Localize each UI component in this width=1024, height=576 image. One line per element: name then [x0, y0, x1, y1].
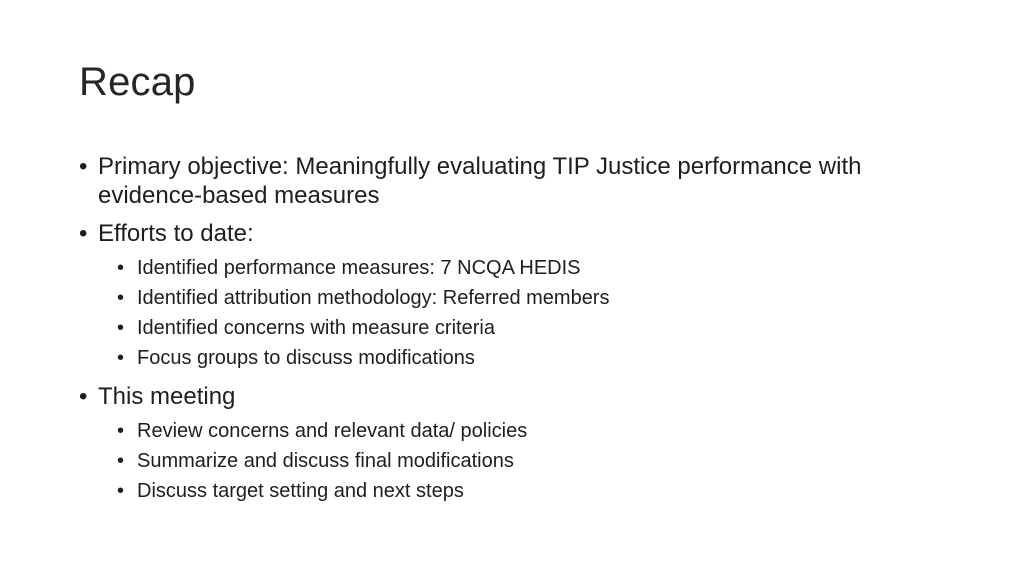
bullet-dot-icon: • [117, 480, 125, 502]
sub-bullet-text: Identified performance measures: 7 NCQA HEDIS [137, 257, 581, 279]
bullet-item [79, 382, 959, 506]
bullet-dot-icon: • [117, 347, 125, 369]
sub-bullet-list [98, 416, 959, 506]
bullet-text: Primary objective: Meaningfully evaluating TIP Justice performance with evidence-based measures [98, 153, 862, 209]
bullet-list [79, 152, 959, 515]
bullet-text: This meeting [98, 383, 236, 410]
sub-bullet-item [98, 253, 959, 283]
sub-bullet-text: Review concerns and relevant data/ policies [137, 420, 528, 442]
bullet-dot-icon: • [117, 317, 125, 339]
bullet-dot-icon: • [117, 287, 125, 309]
bullet-dot-icon: • [117, 450, 125, 472]
bullet-dot-icon: • [79, 383, 88, 410]
slide-title: Recap [79, 60, 196, 104]
sub-bullet-item [98, 446, 959, 476]
sub-bullet-text: Focus groups to discuss modifications [137, 347, 475, 369]
sub-bullet-item [98, 416, 959, 446]
sub-bullet-item [98, 283, 959, 313]
bullet-text: Efforts to date: [98, 220, 254, 247]
bullet-dot-icon: • [79, 153, 88, 180]
sub-bullet-text: Discuss target setting and next steps [137, 480, 464, 502]
sub-bullet-item [98, 313, 959, 343]
sub-bullet-text: Identified concerns with measure criteria [137, 317, 495, 339]
sub-bullet-item [98, 343, 959, 373]
sub-bullet-list [98, 253, 959, 373]
bullet-dot-icon: • [79, 220, 88, 247]
sub-bullet-text: Summarize and discuss final modifications [137, 450, 514, 472]
bullet-item [79, 219, 959, 373]
sub-bullet-item [98, 476, 959, 506]
bullet-item [79, 152, 959, 210]
sub-bullet-text: Identified attribution methodology: Referred members [137, 287, 610, 309]
bullet-dot-icon: • [117, 420, 125, 442]
bullet-dot-icon: • [117, 257, 125, 279]
